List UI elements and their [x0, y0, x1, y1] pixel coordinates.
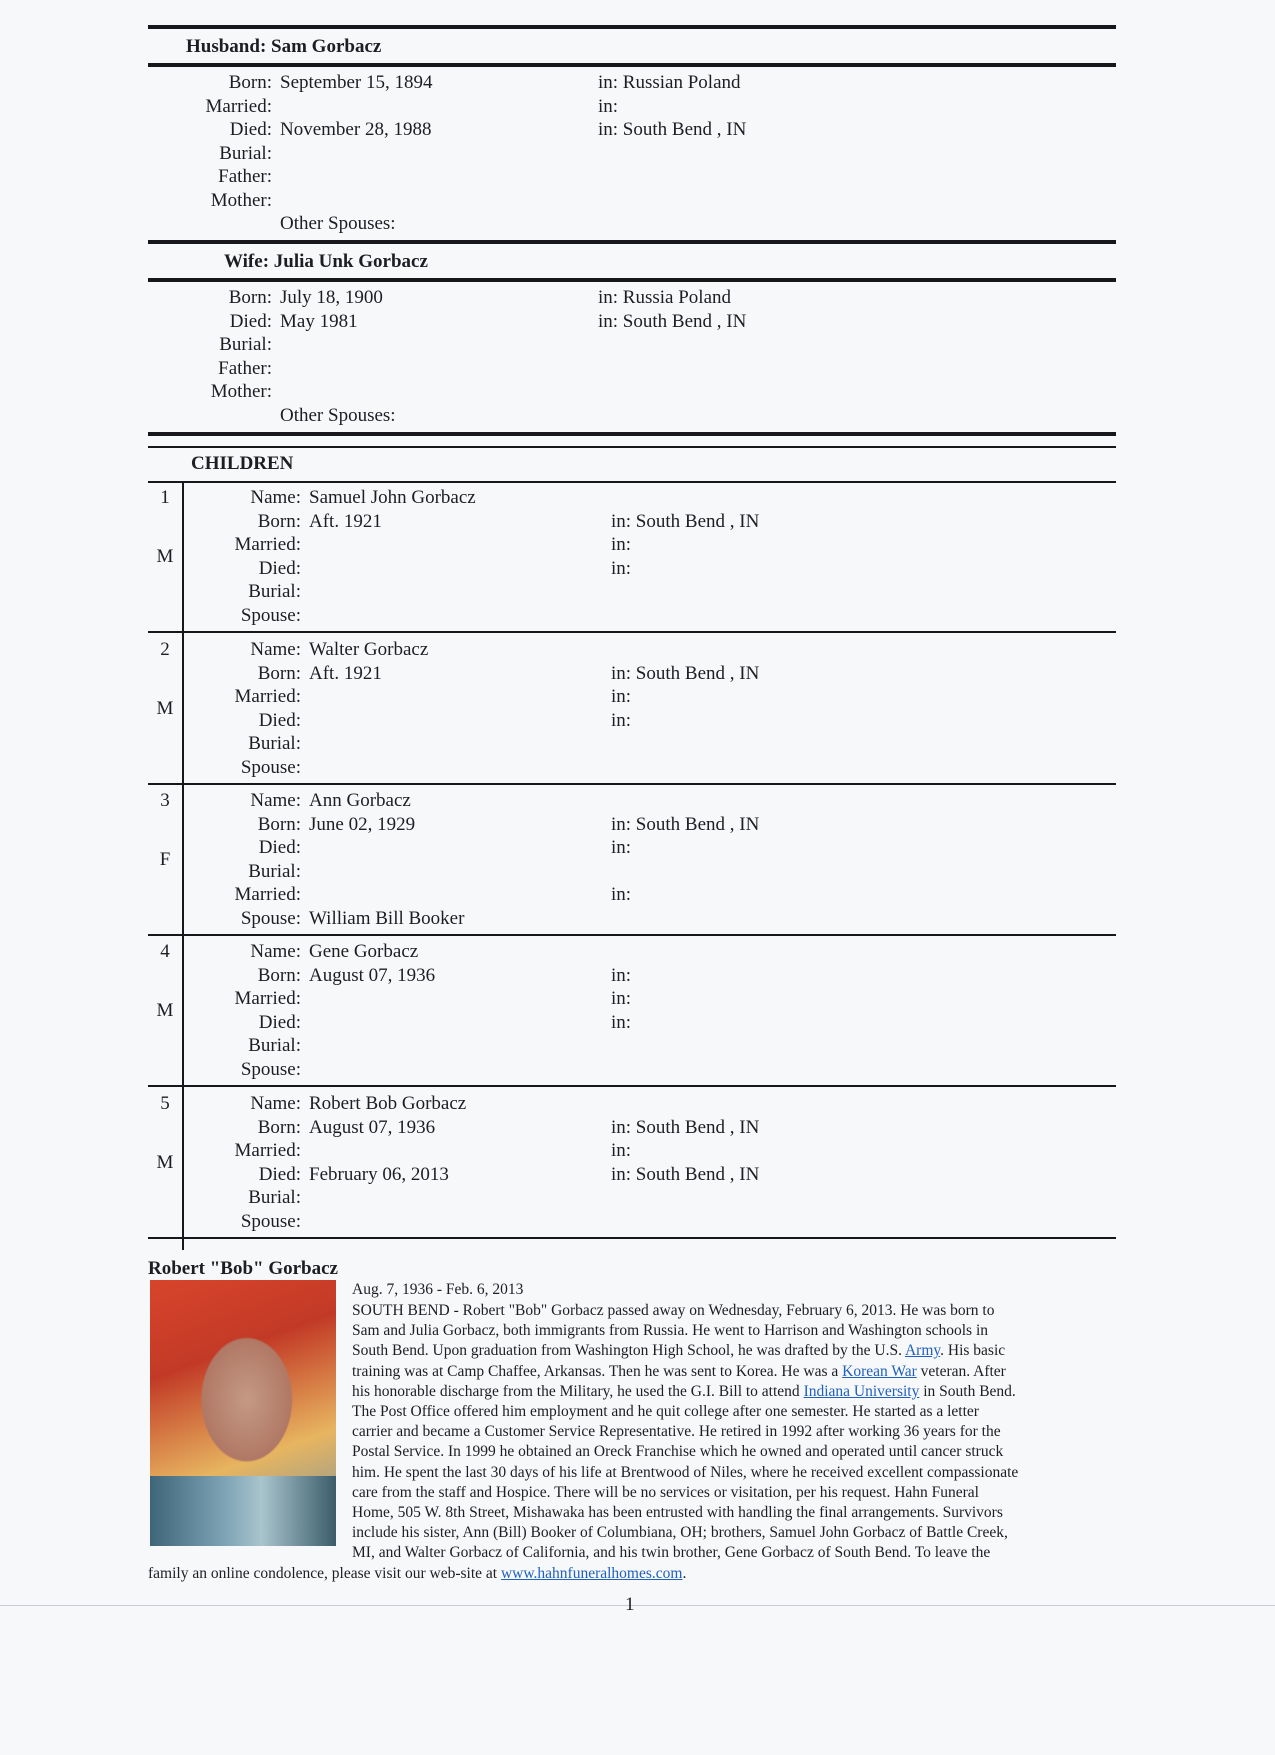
- husband-field-label: Father:: [218, 166, 272, 187]
- child-field-value: Aft. 1921: [309, 662, 382, 684]
- wife-other-spouses: Other Spouses:: [280, 405, 396, 426]
- obituary-line: MI, and Walter Gorbacz of California, and his twin brother, Gene Gorbacz of South Bend. To leave the: [352, 1544, 991, 1562]
- child-field-value: Robert Bob Gorbacz: [309, 1093, 467, 1114]
- wife-field-place: in: Russia Poland: [598, 287, 732, 308]
- child-field-value: Aft. 1921: [309, 510, 382, 532]
- rule: [148, 481, 1116, 483]
- wife-field-label: Died:: [229, 310, 272, 332]
- rule: [148, 432, 1116, 436]
- obituary-link[interactable]: Army: [904, 1342, 941, 1360]
- child-field-value: August 07, 1936: [309, 964, 436, 986]
- husband-field-label: Burial:: [219, 142, 272, 164]
- portrait-photo: [150, 1280, 336, 1546]
- husband-heading: Husband: Sam Gorbacz: [186, 36, 382, 57]
- wife-field-label: Father:: [218, 357, 272, 379]
- husband-field-value: November 28, 1988: [280, 119, 432, 140]
- child-field-label: Married:: [234, 988, 301, 1009]
- child-number: 1: [160, 487, 170, 508]
- child-separator: [148, 1237, 1116, 1239]
- obituary-line: his honorable discharge from the Military, he used the G.I. Bill to attend Indiana University in South Bend.: [352, 1382, 1016, 1400]
- child-field-label: Died:: [258, 837, 301, 858]
- page-number: 1: [625, 1594, 635, 1615]
- child-field-label: Born:: [257, 510, 301, 532]
- rule: [148, 25, 1116, 29]
- husband-field-label: Born:: [228, 72, 272, 93]
- child-field-label: Married:: [234, 1140, 301, 1161]
- child-field-label: Burial:: [248, 733, 301, 754]
- child-field-place: in: South Bend , IN: [611, 510, 760, 532]
- husband-field-place: in: Russian Poland: [598, 72, 741, 93]
- wife-field-label: Mother:: [210, 381, 272, 402]
- child-separator: [148, 783, 1116, 785]
- obituary-line: include his sister, Ann (Bill) Booker of Columbiana, OH; brothers, Samuel John Gorbacz of Battle Creek,: [352, 1524, 1008, 1542]
- child-field-place: in:: [611, 964, 632, 986]
- child-field-label: Spouse:: [240, 604, 301, 626]
- obituary-line: SOUTH BEND - Robert "Bob" Gorbacz passed away on Wednesday, February 6, 2013. He was born to: [352, 1302, 995, 1319]
- child-field-value: August 07, 1936: [309, 1116, 436, 1138]
- child-field-label: Burial:: [248, 581, 301, 602]
- obituary-link[interactable]: Korean War: [842, 1362, 917, 1380]
- wife-field-place: in: South Bend , IN: [598, 310, 747, 332]
- child-number: 2: [160, 639, 170, 660]
- child-field-label: Spouse:: [240, 1210, 301, 1232]
- child-field-value: June 02, 1929: [309, 813, 416, 835]
- child-field-label: Spouse:: [240, 907, 301, 929]
- wife-field-label: Born:: [228, 287, 272, 308]
- child-sex: M: [156, 1000, 174, 1021]
- husband-field-place: in:: [598, 95, 619, 117]
- child-sex: M: [156, 1152, 174, 1173]
- child-number: 5: [160, 1093, 170, 1114]
- child-field-place: in:: [611, 1011, 632, 1033]
- child-field-value: Gene Gorbacz: [309, 941, 419, 962]
- child-field-label: Married:: [234, 884, 301, 905]
- child-separator: [148, 1085, 1116, 1087]
- child-field-place: in:: [611, 988, 632, 1009]
- child-field-place: in: South Bend , IN: [611, 813, 760, 835]
- obituary-title: Robert "Bob" Gorbacz: [148, 1258, 338, 1279]
- obituary-line: Home, 505 W. 8th Street, Mishawaka has been entrusted with handling the final arrangements. Survivors: [352, 1504, 1003, 1521]
- child-field-label: Died:: [258, 1163, 301, 1185]
- child-field-place: in: South Bend , IN: [611, 662, 760, 684]
- child-field-place: in:: [611, 837, 632, 858]
- child-field-label: Name:: [250, 790, 301, 811]
- child-field-label: Born:: [257, 964, 301, 986]
- child-field-place: in: South Bend , IN: [611, 1116, 760, 1138]
- husband-field-place: in: South Bend , IN: [598, 119, 747, 140]
- child-field-label: Name:: [250, 639, 301, 660]
- husband-field-value: September 15, 1894: [280, 72, 433, 93]
- child-field-label: Died:: [258, 1011, 301, 1033]
- obituary-line: Sam and Julia Gorbacz, both immigrants from Russia. He went to Harrison and Washington schools in: [352, 1322, 989, 1340]
- child-separator: [148, 934, 1116, 936]
- obituary-line: carrier and became a Customer Service Representative. He retired in 1992 after working 36 years for the: [352, 1423, 1001, 1441]
- child-field-label: Burial:: [248, 1035, 301, 1056]
- wife-field-value: May 1981: [280, 310, 358, 332]
- child-field-value: February 06, 2013: [309, 1163, 449, 1185]
- child-number: 4: [160, 941, 170, 962]
- child-field-label: Spouse:: [240, 756, 301, 778]
- child-field-label: Spouse:: [240, 1058, 301, 1080]
- obituary-line: Postal Service. In 1999 he obtained an Oreck Franchise which he owned and operated until cancer struck: [352, 1443, 1004, 1461]
- child-field-label: Name:: [250, 941, 301, 962]
- child-number: 3: [160, 790, 170, 811]
- child-separator: [148, 631, 1116, 633]
- obituary-link[interactable]: www.hahnfuneralhomes.com: [500, 1564, 683, 1582]
- child-field-value: William Bill Booker: [309, 907, 465, 929]
- child-field-place: in:: [611, 884, 632, 905]
- child-field-label: Burial:: [248, 1187, 301, 1208]
- husband-field-label: Mother:: [210, 189, 272, 211]
- child-field-label: Died:: [258, 557, 301, 579]
- children-heading: CHILDREN: [191, 453, 294, 474]
- child-sex: M: [156, 698, 174, 719]
- child-field-label: Born:: [257, 662, 301, 684]
- child-field-value: Samuel John Gorbacz: [309, 487, 476, 508]
- child-field-label: Born:: [257, 1116, 301, 1138]
- rule: [148, 446, 1116, 448]
- wife-field-value: July 18, 1900: [280, 287, 383, 308]
- obituary-line: care from the staff and Hospice. There will be no services or visitation, per his request. Hahn Funeral: [352, 1483, 979, 1501]
- rule: [148, 63, 1116, 67]
- obituary-link[interactable]: Indiana University: [803, 1382, 920, 1400]
- footer-rule: [0, 1605, 1275, 1606]
- child-field-label: Married:: [234, 686, 301, 707]
- child-field-place: in:: [611, 686, 632, 707]
- child-field-label: Burial:: [248, 860, 301, 882]
- child-field-label: Died:: [258, 709, 301, 731]
- child-field-place: in:: [611, 709, 632, 731]
- child-field-place: in: South Bend , IN: [611, 1163, 760, 1185]
- child-sex: F: [159, 849, 171, 870]
- obituary-line: The Post Office offered him employment and he quit college after one semester. He started as a letter: [352, 1403, 979, 1420]
- obituary-line: him. He spent the last 30 days of his life at Brentwood of Niles, where he received excellent compassionate: [352, 1463, 1019, 1481]
- husband-other-spouses: Other Spouses:: [280, 213, 396, 234]
- child-field-value: Walter Gorbacz: [309, 639, 429, 660]
- child-field-place: in:: [611, 534, 632, 555]
- child-field-label: Name:: [250, 1093, 301, 1114]
- child-field-label: Born:: [257, 813, 301, 835]
- child-field-value: Ann Gorbacz: [309, 790, 411, 811]
- obituary-line: training was at Camp Chaffee, Arkansas. Then he was sent to Korea. He was a Korean War veteran. After: [352, 1362, 1006, 1380]
- obituary-line: South Bend. Upon graduation from Washington High School, he was drafted by the U.S. Army. His basic: [352, 1342, 1006, 1360]
- husband-field-label: Married:: [205, 95, 272, 117]
- rule: [148, 240, 1116, 244]
- child-field-place: in:: [611, 1140, 632, 1161]
- wife-heading: Wife: Julia Unk Gorbacz: [224, 251, 428, 272]
- wife-field-label: Burial:: [219, 334, 272, 355]
- child-field-label: Name:: [250, 487, 301, 508]
- obituary-line: family an online condolence, please visit our web-site at www.hahnfuneralhomes.com.: [148, 1564, 687, 1582]
- rule: [148, 278, 1116, 282]
- child-field-place: in:: [611, 557, 632, 579]
- child-sex: M: [156, 546, 174, 567]
- obituary-dates: Aug. 7, 1936 - Feb. 6, 2013: [352, 1281, 524, 1298]
- husband-field-label: Died:: [229, 119, 272, 140]
- child-field-label: Married:: [234, 534, 301, 555]
